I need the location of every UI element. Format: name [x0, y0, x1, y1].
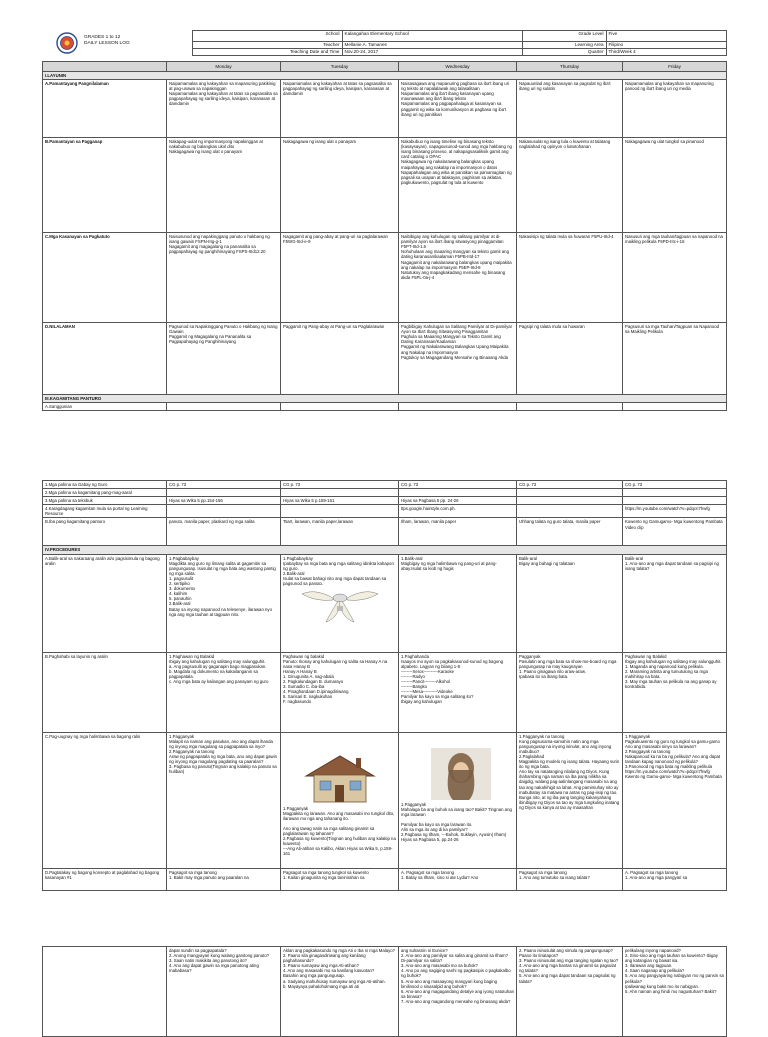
kagamitang-section: III.KAGAMITANG PANTURO: [43, 395, 727, 403]
quarter-label: Quarter: [522, 48, 606, 55]
learning-area-label: Learning Area: [522, 41, 606, 48]
continuation-table: [42, 946, 727, 1037]
day-tuesday: Tuesday: [281, 61, 399, 71]
teacher-name: Mellanie A. Tamanes: [342, 41, 522, 48]
resources-table: [42, 480, 727, 891]
deped-seal: [42, 31, 82, 56]
objective-row: C.Mga Kasanayan sa Pagkatuto Naisusunod ang napakinggang panuto o hakbang ng isang gawain FSPN-IIIg-g-1 Nagagamit ang magagalang na pananalita sa pagpapahayag ng panghihinayang FSPS-IIId12.20 Nagagamit ang pang-abay at pang-uri sa paglalarawan F5WG-IIId-e-9 Naibibigay ang kahulugan ng salitang pamilyar at di-pamilyar ayon sa iba't ibang sitwasyong pinaggamitan F5PT-IIId-1.6 Nohuhulaan ang maaaring mangyari sa teksto gamit ang dating karanasan/kaalaman F5PB-IIId-17 Nagagamit ang nakalarawang balangkas upang maipakita ang nakalap na impormasyon F5EP-IIId-8 Natutukoy ang mapagkakadang mensahe ng binasang akda F5PL-0a-j-4 Nakasisipi ng talata mula sa huwaran F5PU-IIId-4 Nasusuri ang mga tauhan/tagpuan sa napanood na maikling pelikula F5PD-IIIc-i-16: [43, 233, 727, 323]
fan-illustration: [300, 588, 380, 626]
grade-level-label: Grade Level: [522, 31, 606, 42]
teaching-date: Nov.20-24, 2017: [342, 48, 522, 55]
teaching-date-label: Teaching Date and Time: [192, 48, 342, 55]
page-2: [42, 480, 726, 891]
procedure-row: C.Pag-uugnay ng mga halimbawa sa bagong ralin 1.Pagganyak Malapit na naman ang pasukan, ano ang dapat ihanda ng inyong mga magulang sa pagpapatala sa inyo? 2.Pagganyak na tanong Araw ng pagpapatala ng mga bata, ano ang dapat gawin ng inyong mga magulang pagdating sa paaralan? 3. Pagbasa ng panuto(Tingnan ang kalakip na panuto sa huliban) 1.Pagganyak Magpakita ng larawan. Ano ang masasabi mo tungkol dito, ilarawan mo nga ang tahanang ito. Ano ang tawag natin sa mga salitang ginamit sa paglalarawan ng tahanan? 2.Pagbasa ng kuwento(Tingnan ang huliban ang kalakip na kuwento) ---Ang Ati-atihan sa Kalibo, Aklan Hiyas sa Wika 5, p.159-161 1.Pagganyak Mahalaga ba ang buhok sa isang tao? Bakit? Tingnan ang mga larawan Pamilyar ba kayo sa mga larawan ito. Alin sa mga ito ang di ka pamilyar? 2.Pagbasa ng Ilham, ---Buhok, Suklayin, Ayusin( Ilham) Hiyas sa Pagbasa 5, pp.24-26 1.Pagganyak na tanong Kung pagsusama-samahin natin ang mga pangungusap na inyong isinulat, ano ang inyong mabubuo? 2.Paglalahad Magpakita ng modelo ng isang talata. Hayaang surin ito ng mga bata. Ano tay sa natatanging nilalang ng Diyos. Kung ihahambing nga naman sa iba pang nilikha sa daigdig, walang pag-aalinlangang masasabi na ang tao ang nakahihigit sa lahat. Ang pamimuhay nito ay mabubatay sa matawa na antas ng pag-iisip ng tao. Bunga nito, at ng iba pang tanging kakanyahang ibinibigay ng Diyos sa tao ay mga tungkuling inatang ng Diyos sa kanya at tao ay maasahan 1.Pagganyak Pagkukuwento ng guro ng tungkol sa gamu-gamo Ano ang masasabi ninyo sa larawan? 2.Panggayak na tanong Nakapanood ka na ba ng pelikula? Ano ang dapat tandaan kapag nanonood ng pelikula? 3.Panonood ng mga bata ng maikling pelikula https://m.youtube.com/watch?v=pdqcri7hwfg Kwento ng Gamu-gamo- Mga kuwentong Pambata: [43, 732, 727, 868]
resource-row: 1.Mga pahina sa Gabay ng Guro CG p. 73 CG p. 73 CG p. 73 CG p. 73 CG p. 73: [43, 481, 727, 489]
objective-row: A.Pamantayang Pangnilalaman Naipamamalas ang kakayahan sa mapanuring pakikinig at pag-unawa sa napakinggan Naipamamalas ang kakayahan at tatas sa pagsasalita sa pagpapahayag ng sariling ideya, kaisipan, karanasan at damdamin Naipamamalas ang kakayahan at tatas sa pagsasalita sa pagpapahayag ng sariling ideya, kaisipan, karanasan at damdamin Naisasagawa ang mapanuring pagbasa sa iba't ibang uri ng teksto at napalalawak ang talasalitaan Naipamamalas ang iba't ibang kasanayan upang maunawaan ang iba't ibang teksto Naipamamalas ang pagpapahalaga at kasanayan sa paggamit ng wika sa komunikasyon at pagbasa ng iba't ibang uri ng panitikan Napauunlad ang kasanayan sa pagsulat ng iba't ibang uri ng sulatin Naipamamalas ang kakayahan sa mapanuring panood ng iba't ibang uri ng media: [43, 80, 727, 138]
procedures-section: IV.PROCEDURES: [43, 546, 727, 554]
grade-level: Five: [606, 31, 726, 42]
day-thursday: Thursday: [517, 61, 623, 71]
resource-link[interactable]: https://m.youtube.com/watch?v=pdqcri7hwfg: [623, 505, 727, 518]
procedure-row: A.Balik-aral sa nakaraang aralin at/o pagsisimula ng bagong aralin 1.Pagbabaybay Magdikta ang guro ng limang salita at gagamitin sa pangungusap. Isusulat ng mga bata ang wastong pantig ng mga salita. 1. pagsusulit 2. sertipiko 3. dokumento 4. kalihim 5. panauhin 2.Balik-aral Batay sa inyong napanood na telesenye, ilarawan nyo nga ang mga tauhan at tagpuan nito. 1.Pagbabaybay Ipabaybay sa mga bata ang mga salitang idinikta kahapon ng guro. 2.Balik-aral Isulat sa bawat bahagi nito ang mga dapat tandaan sa pagsunod sa panuto. 1.Balik-aral Magbigay ng mga halimbawa ng pang-uri at pang-abay.Isulat sa kiob ng hugis Balik-aral Bigay ang bahagi ng talataan Balik-aral 1. Ano-ano ang mga dapat tandaan sa pagsipi ng isang talata?: [43, 554, 727, 652]
resource-row: 3.Mga pahina sa teksbuk Hiyas sa Wika 5 pp.154-156 Hiyas sa Wika 5 p.159-161 Hiyas sa Pagbasa 5 pp. 24-26: [43, 497, 727, 505]
objective-row: D.NILALAMAN Pagsunod sa Napakinggang Panuto o Hakbang ng Isang Gawain Paggamit ng Magagalang na Pananalita sa Pagpapahayag ng Panghihinayang Paggamit ng Pang-abay at Pang-uri sa Paglalarawan Pagbibigay Kahulugan sa Salitang Pamilyar at Di-pamilyar Ayon sa Iba't Ibang Sitwasyong Pinaggamitan Paghula sa Maaaring Mangyari sa Teksto Gamit ang Dating Karanasan/Kaalaman Paggamit ng Nakalarawang Balangkas Upang Maipakita ang Nakalap na Impormasyon Pagtukoy sa Magagandang Mensahe ng Binasang Akda Pagsipi ng talata mula sa huwaran Pagsusuri sa mga Tauhan/Tagpuan sa Napanood sa Maikling Pelikula: [43, 323, 727, 395]
sanggunian-row: A.Sanggunian: [43, 403, 727, 411]
quarter: Third/Week 4: [606, 48, 726, 55]
day-monday: Monday: [167, 61, 281, 71]
school-name: Kalangahan Elementary School: [342, 31, 522, 42]
house-illustration: [300, 752, 380, 804]
procedure-row: D.Pagtalakay ng bagong konsepto at paglalahad ng bagong kasanayan #1 Pagsagot sa mga tanong 1. Bakit may mga panuto ang paaralan na Pagsagot sa mga tanong tungkol sa kuwento 1. Kailan ginagunita ng mga taninirahan sa A. Pagsagot sa mga tanong 1. Batay sa Ilham, sino si ate Lydia? Ano Pagsagot sa mga tanong 1. Ano ang tumutuko sa isang talata? A. Pagsagot sa mga tanong 1. Ano-ano ang mga pangyari sa: [43, 868, 727, 890]
school-label: School: [192, 31, 342, 42]
page-1: [42, 30, 726, 411]
procedure-row: B.Paghahabi sa layunin ng aralin 1.Paghawan ng Balakid Ibigay ang kahulugan ng salitang may salungguhit. a. Ang pagsusulit ay gaganapin bago magpasukan. b. Magdala ng dokumento na kakailanganin sa pagpapatala. c. Ang mga bata ay kailangan ang panayam ng guro Paghawan ng balakid Panuto: Ikonay ang kahulugan ng salita sa Hanay A na nasa Hanay B Hanay A Hanay B 1. Ginugunita A. nag-abala 2. Pagkalundagan B. dumarayo 3. Sumadlo C. iba-iba 4. Pinaghandaan D.ipinagdiriwang 5. Sarisari E. nagkukuhan F. nagbasundo 1.Paghahanda Isaayos mo ayon sa pagkakasunod-sunod ng bagong alpabeto. Lagyan ng bilang 1-8 --------Xerox----------Karaoke --------Radyo --------Pancit--------Alkohol --------Bangko --------Mesa----------Videoke Pamilyar ba kayo sa mga salitang ito? Ibigay ang kahulugan Pagganyak Pasulatin ang mga bata sa show-me-board ng mga pangungusap na may kaugnayan 1. Paano ginagawa nilo araw-araw. Ipabasa ito sa ibang bata. Paghawan ng Balakid Ibigay ang kahulugan ng salitang may salungguhit. 1. Maganda ang napanood kong pelikula. 2. Maraming artista ang tumutulong sa mga mahihirap na bata. 3. May mga tauhan sa pelikula na ang ganap ay kontrabida.: [43, 652, 727, 732]
resource-link[interactable]: ttps.google.hairstyle.com.ph.: [399, 505, 517, 518]
resource-row: B.Iba pang kagamitang panturo panuto, manila paper, plaskard ng mga salita Tsart, larawan, manila paper,larawan Ilham, larawan, manila paper Uhhang talata ng guro talata, manila paper Kuwento ng Gamugamo- Mga kuwentong Pambata Video clip: [43, 518, 727, 546]
grades-label: GRADES 1 to 12: [84, 34, 121, 40]
continuation-row: dapat sundin sa pagpapatala? 2. Anong mangyayari kung walang ganitong panuto? 3. Saan natin makikita ang panutong ito? 4. Ano ang dapat gawin sa mga panutong ating mababasa? Aklan ang pagkakasundo ng mga Ati o Iba ni mga Malayo? 2. Paano sila ginagasdiriwang ang kanilang paghahasundo? 3. Paano sumayaw ang mga Ati-atihan? 4. Ano ang masasabi mo sa kanilang kasuotan? Basahin ang mga pangungusap. a. Sadyang mahuhusay sumayaw ang mga Ati-atihan. b. Mayayaya pahaloholmang mga ati ati ang sulrasnin ni Eunice? 2. Ano-ano ang pamilyar na salita ang ginamit sa Ilham? Di-pamilyar na salita? 3. Ano-ano ang masasabi mo sa buhok? 4. Ano po ang nagiging sanhi ng pagkasipis o pagkakalbo ng buhok? 5. Ano-ano ang masaayong mangyari kung baging binilinsod o sinasalpid ang buhok? 6. Ano-ano ang magagandang detalye ang iyong natutuhan sa binasa? 7. Ano-ano ang magandong mensahe ng binasang akda? 2. Paano isinusulat ang simula ng pangungusap? Paano ito tinatapos? 3. Paano isinusulat ang mga tanging ngalan ng tao? 4. Ano-ano ang mga bantas na ginamit sa pagsulat ng talata? 5. Ano-ano ang mga dapat tandaan sa pagsulat ng talata? pelikulang inyong napanood? 2. Sino-sino ang mga tauhan sa kuwento? Ibigay ang katangian ng bawat isa. 3. Ilarawan ang tagpuan. 4. Saan naganap ang pelikula? 5. Ano ang pangyayaring nabigyan mo ng pansin sa pelikula? Ipaliwanag kung bakit mo ito nabigyan. 5. Ahn naman ang hindi mo nagustuhan? Bakit?: [43, 947, 727, 1037]
learning-area: Filipino: [606, 41, 726, 48]
header-table: [42, 30, 727, 56]
resource-row: 4.Karagdagang kagamitan mula sa portal ng Learning Resource ttps.google.hairstyle.com.ph. https://m.youtube.com/watch?v=pdqcri7hwfg: [43, 505, 727, 518]
teacher-label: Teacher: [192, 41, 342, 48]
days-header-row: [43, 61, 727, 71]
resource-row: 2.Mga pahina sa kagamitang pang-mag-aaral: [43, 489, 727, 497]
day-friday: Friday: [623, 61, 727, 71]
day-wednesday: Wednesday: [399, 61, 517, 71]
log-title: DAILY LESSON LOG: [84, 41, 130, 46]
deped-seal-icon: [56, 32, 78, 54]
objectives-table: [42, 61, 727, 411]
page-3: [42, 946, 726, 1037]
objective-row: B.Pamantayan sa Pagganap Nakapag-uulat ng impormasyong napakinggan at nakabubuo ng balangkas ukol dito Nakagagawa ng isang ulat o panayam Nakagagawa ng isang ulat o panayam Nakabubuo ng isang timeline ng binasang teksto (kasaysayan), napagsusunod-sunod ang mga hakbang ng isang binasang proseso, at nakapagsasaliksik gamit ang card catalog o OPAC Nakagagawa ng nakalarawang balangkas upang maipahayag ang nakalap na impormasyon o datos Napapahalagan ang wika at panitikan sa pamamagitan ng pagsali sa usapan at talakayan, paghiram sa aklatan, pagkukuwento, pagsulat ng tula at kuwento Nakasusulat ng isang tula o kuwento at talatang naglalahad ng opinyon o katotohanan Nakagagawa ng ulat tungkol sa pinanood: [43, 138, 727, 233]
layunin-section: I.LAYUNIN: [43, 72, 727, 80]
hairstyle-photo: [431, 748, 491, 800]
